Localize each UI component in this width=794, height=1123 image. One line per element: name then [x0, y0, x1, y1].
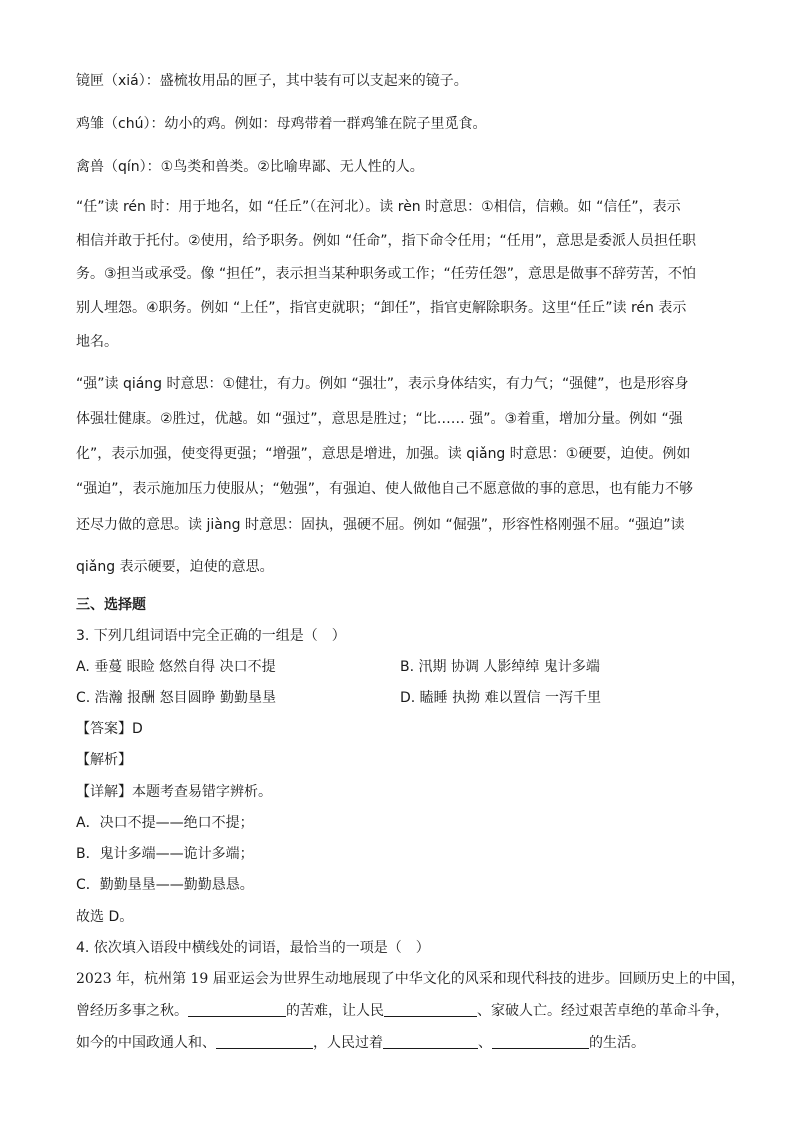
q3-line-a: A．决口不提——绝口不提； [76, 815, 254, 831]
ren-line: 地名。 [76, 334, 118, 350]
qiang-line: 化”，表示加强，使变得更强；“增强”，意思是增进，加强。读 qiǎng 时意思：①硬要，迫使。例如 [76, 446, 691, 462]
fill-blank-2[interactable] [384, 1002, 477, 1017]
ren-line: 相信并敢于托付。②使用，给予职务。例如 “任命”，指下命令任用；“任用”，意思是委派人员担任职 [76, 233, 697, 249]
q3-conclusion: 故选 D。 [76, 909, 134, 925]
q4-text: 如今的中国政通人和、 [76, 1035, 216, 1051]
fill-blank-3[interactable] [216, 1034, 313, 1049]
q3-option-a: A. 垂蔓 眼睑 悠然自得 决口不提 [76, 659, 276, 675]
q4-text: 、 [478, 1035, 492, 1051]
q3-line-c: C．勤勤垦垦——勤勤恳恳。 [76, 877, 254, 893]
q3-line-b: B．鬼计多端——诡计多端； [76, 846, 254, 862]
ren-line: “任”读 rén 时：用于地名，如 “任丘”（在河北）。读 rèn 时意思：①相信，信赖。如 “信任”，表示 [76, 199, 681, 215]
fill-blank-5[interactable] [492, 1034, 589, 1049]
term-chu: 鸡雏（chú）：幼小的鸡。例如：母鸡带着一群鸡雏在院子里觅食。 [76, 116, 487, 132]
q4-passage-line3 [76, 1032, 726, 1052]
q3-analysis-label: 【解析】 [76, 752, 132, 768]
q4-text: 曾经历多事之秋。 [76, 1003, 188, 1019]
q4-text: 的生活。 [589, 1035, 645, 1051]
q4-text: ，人民过着 [313, 1035, 383, 1051]
section-title: 三、选择题 [76, 597, 146, 613]
q4-text: 、家破人亡。经过艰苦卓绝的革命斗争， [477, 1003, 729, 1019]
q3-option-b: B. 汛期 协调 人影绰绰 鬼计多端 [400, 659, 600, 675]
qiang-line: “强”读 qiáng 时意思：①健壮，有力。例如 “强壮”，表示身体结实，有力气；“强健”，也是形容身 [76, 376, 689, 392]
ren-line: 别人埋怨。④职务。例如 “上任”，指官吏就职；“卸任”，指官吏解除职务。这里“任丘”读 rén 表示 [76, 300, 687, 316]
qiang-line: 还尽力做的意思。读 jiàng 时意思：固执，强硬不屈。例如 “倔强”，形容性格刚强不屈。“强迫”读 [76, 517, 685, 533]
q4-text: 的苦难，让人民 [286, 1003, 384, 1019]
qiang-line: 体强壮健康。②胜过，优越。如 “强过”，意思是胜过；“比…… 强”。③着重，增加分量。例如 “强 [76, 411, 683, 427]
q3-detail: 【详解】本题考查易错字辨析。 [76, 784, 272, 800]
qiang-line: qiǎng 表示硬要，迫使的意思。 [76, 559, 274, 575]
qiang-line: “强迫”，表示施加压力使服从；“勉强”，有强迫、使人做他自己不愿意做的事的意思，也有能力不够 [76, 481, 694, 497]
fill-blank-4[interactable] [383, 1034, 478, 1049]
q4-question: 4. 依次填入语段中横线处的词语，最恰当的一项是（ ） [76, 940, 430, 956]
q4-passage-line2 [76, 1000, 729, 1020]
q4-passage-line1: 2023 年，杭州第 19 届亚运会为世界生动地展现了中华文化的风采和现代科技的进步。回顾历史上的中国， [76, 971, 745, 987]
q3-option-c: C. 浩瀚 报酬 怒目圆睁 勤勤垦垦 [76, 690, 277, 706]
ren-line: 务。③担当或承受。像 “担任”，表示担当某种职务或工作；“任劳任怨”，意思是做事不辞劳苦，不怕 [76, 266, 697, 282]
term-qin: 禽兽（qín）：①鸟类和兽类。②比喻卑鄙、无人性的人。 [76, 159, 424, 175]
q3-question: 3. 下列几组词语中完全正确的一组是（ ） [76, 628, 346, 644]
fill-blank-1[interactable] [188, 1002, 286, 1017]
term-xia: 镜匣（xiá）：盛梳妆用品的匣子，其中装有可以支起来的镜子。 [76, 73, 468, 89]
q3-answer: 【答案】D [76, 721, 143, 737]
q3-option-d: D. 瞌睡 执拗 难以置信 一泻千里 [400, 690, 602, 706]
